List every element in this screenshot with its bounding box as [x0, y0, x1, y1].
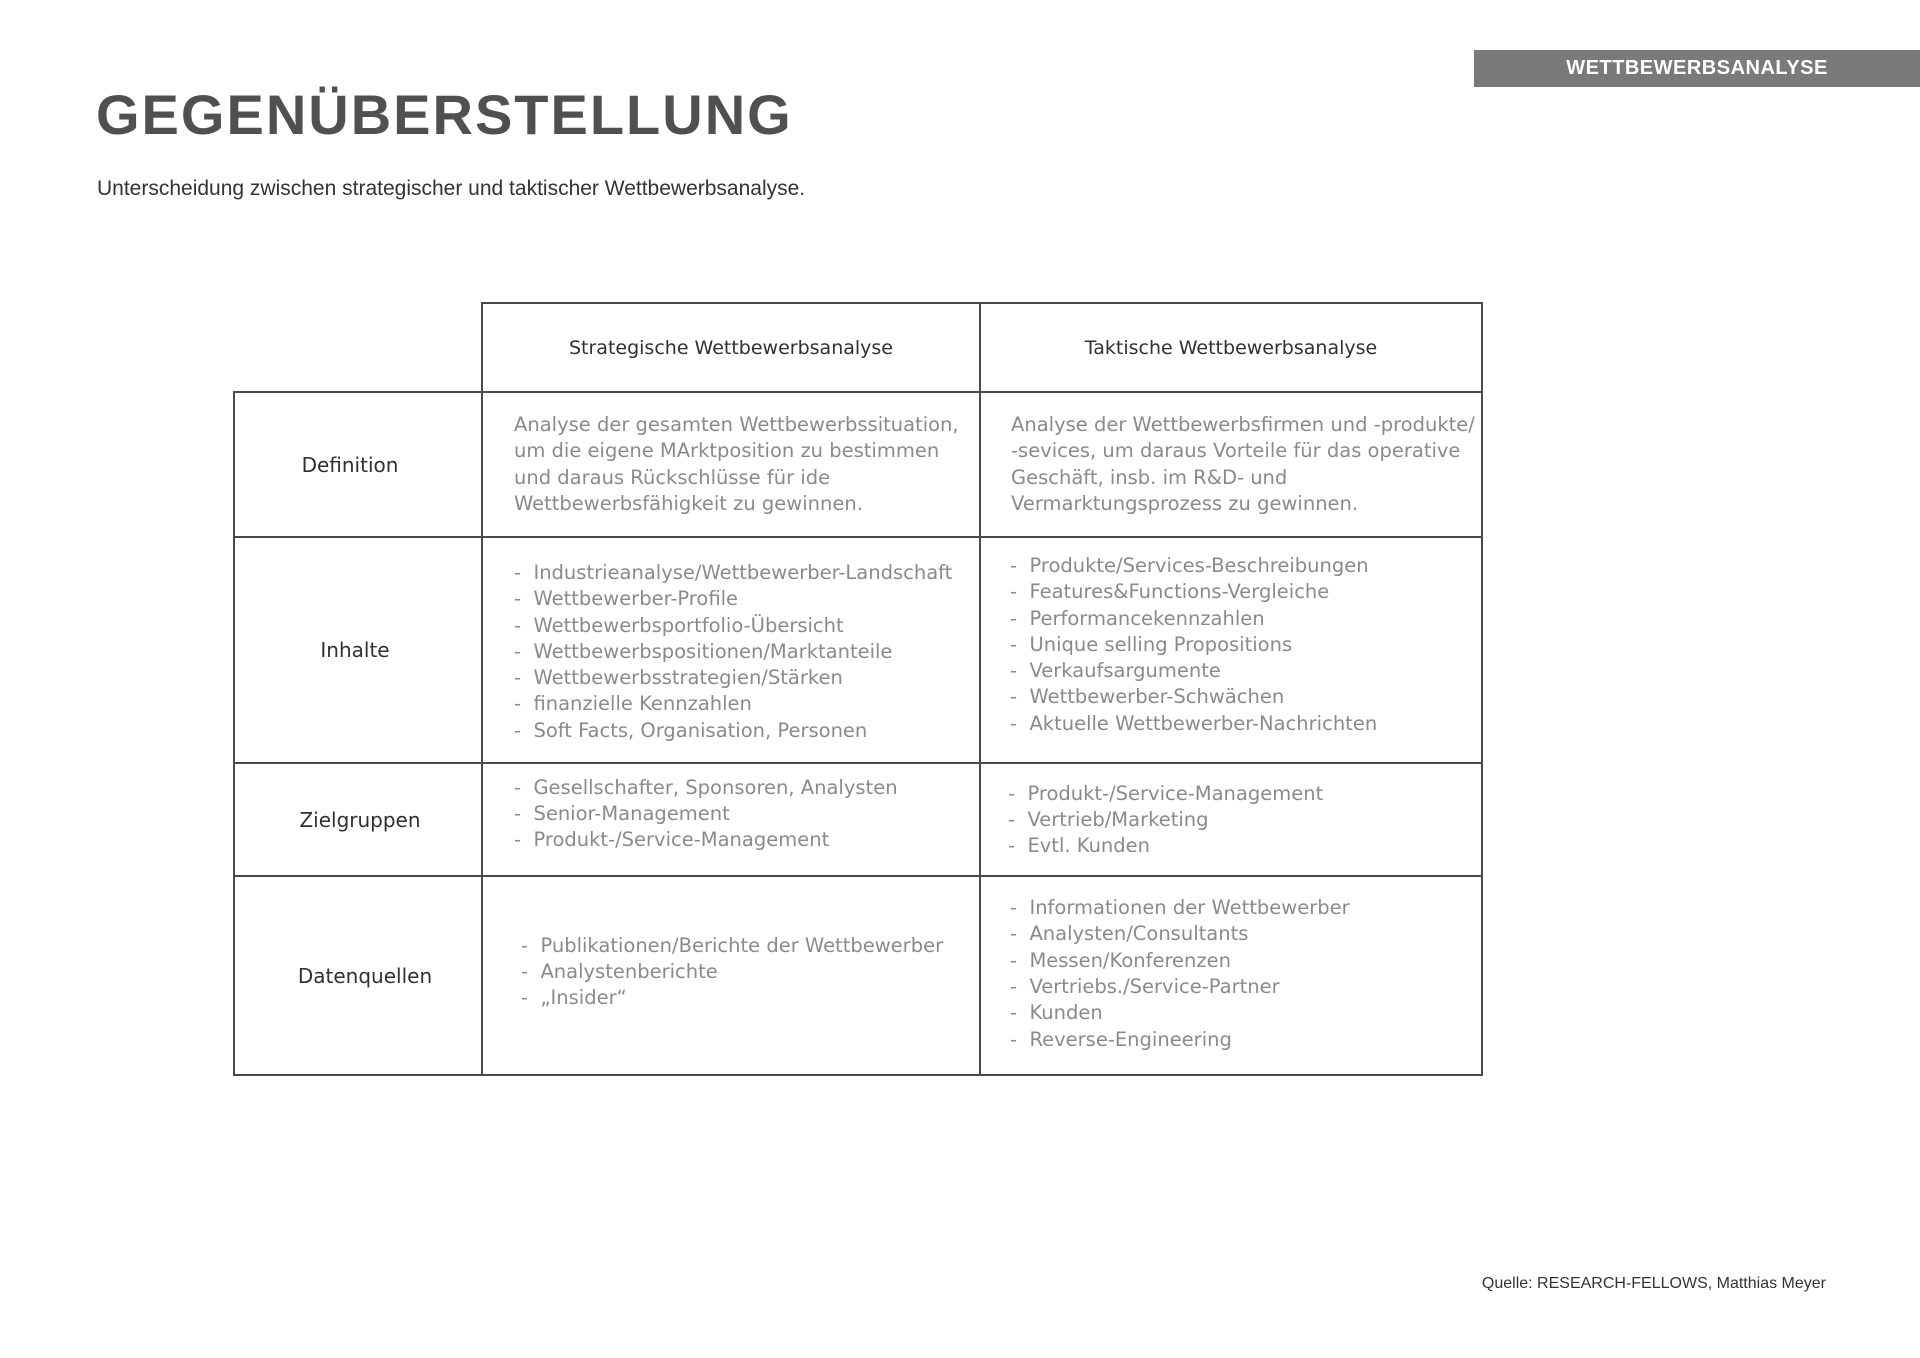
list-item: - Senior-Management [514, 801, 976, 827]
column-header-strategic [483, 304, 979, 391]
column-header-label: Strategische Wettbewerbsanalyse [568, 336, 893, 359]
list-item: - Aktuelle Wettbewerber-Nachrichten [1010, 711, 1478, 737]
zielgruppen-tactical-cell [1008, 770, 1478, 870]
list-item: - Analystenberichte [521, 959, 976, 985]
list-item: - Vertriebs./Service-Partner [1010, 974, 1478, 1000]
list-item: - Performancekennzahlen [1010, 606, 1478, 632]
list-item: - Informationen der Wettbewerber [1010, 895, 1478, 921]
list-item: - Unique selling Propositions [1010, 632, 1478, 658]
row-header-inhalte [235, 538, 475, 762]
inhalte-tactical-cell [1010, 538, 1478, 752]
list-item: - Soft Facts, Organisation, Personen [514, 718, 976, 744]
table-border-right [1481, 302, 1483, 1076]
list-item: - „Insider“ [521, 985, 976, 1011]
definition-strategic-text: Analyse der gesamten Wettbewerbssituation, um die eigene MArktposition zu bestimmen und daraus Rückschlüsse für ide Wettbewerbsfähigkeit zu gewinnen. [514, 412, 959, 515]
datenquellen-tactical-cell [1010, 879, 1478, 1069]
source-note: Quelle: RESEARCH-FELLOWS, Matthias Meyer [1481, 1275, 1826, 1292]
row-header-zielgruppen [235, 764, 485, 875]
datenquellen-strategic-cell [521, 877, 976, 1067]
list-item: - Industrieanalyse/Wettbewerber-Landschaft [514, 560, 976, 586]
list-item: - Vertrieb/Marketing [1008, 807, 1478, 833]
zielgruppen-strategic-cell [514, 764, 976, 864]
row-header-definition [235, 393, 465, 536]
list-item: - Wettbewerber-Profile [514, 586, 976, 612]
list-item: - Wettbewerber-Schwächen [1010, 684, 1478, 710]
list-item: - Verkaufsargumente [1010, 658, 1478, 684]
section-tag: WETTBEWERBSANALYSE [1474, 50, 1920, 87]
column-header-tactical [981, 304, 1481, 391]
row-header-label: Datenquellen [297, 963, 433, 988]
list-item: - Analysten/Consultants [1010, 921, 1478, 947]
list-item: - Kunden [1010, 1000, 1478, 1026]
list-item: - Evtl. Kunden [1008, 833, 1478, 859]
table-rule [979, 302, 981, 1076]
table-border-bottom [233, 1074, 1483, 1076]
list-item: - Wettbewerbsstrategien/Stärken [514, 665, 976, 691]
row-header-datenquellen [235, 877, 495, 1074]
list-item: - Reverse-Engineering [1010, 1027, 1478, 1053]
list-item: - Wettbewerbsportfolio-Übersicht [514, 613, 976, 639]
list-item: - Wettbewerbspositionen/Marktanteile [514, 639, 976, 665]
page-subtitle: Unterscheidung zwischen strategischer und taktischer Wettbewerbsanalyse. [97, 177, 806, 200]
list-item: - Messen/Konferenzen [1010, 948, 1478, 974]
definition-strategic-cell [514, 393, 974, 536]
definition-tactical-cell [1011, 393, 1477, 536]
row-header-label: Inhalte [320, 638, 390, 662]
list-item: - Produkt-/Service-Management [1008, 781, 1478, 807]
list-item: - Gesellschafter, Sponsoren, Analysten [514, 775, 976, 801]
row-header-label: Zielgruppen [299, 807, 421, 832]
list-item: - Features&Functions-Vergleiche [1010, 579, 1478, 605]
column-header-label: Taktische Wettbewerbsanalyse [1084, 336, 1378, 359]
inhalte-strategic-cell [514, 545, 976, 759]
list-item: - Produkt-/Service-Management [514, 827, 976, 853]
row-header-label: Definition [301, 452, 399, 477]
page-title: GEGENÜBERSTELLUNG [96, 83, 793, 146]
list-item: - finanzielle Kennzahlen [514, 691, 976, 717]
list-item: - Produkte/Services-Beschreibungen [1010, 553, 1478, 579]
definition-tactical-text: Analyse der Wettbewerbsfirmen und -produkte/ -sevices, um daraus Vorteile für das operative Geschäft, insb. im R&D- und Vermarktungsprozess zu gewinnen. [1011, 412, 1475, 515]
list-item: - Publikationen/Berichte der Wettbewerber [521, 933, 976, 959]
